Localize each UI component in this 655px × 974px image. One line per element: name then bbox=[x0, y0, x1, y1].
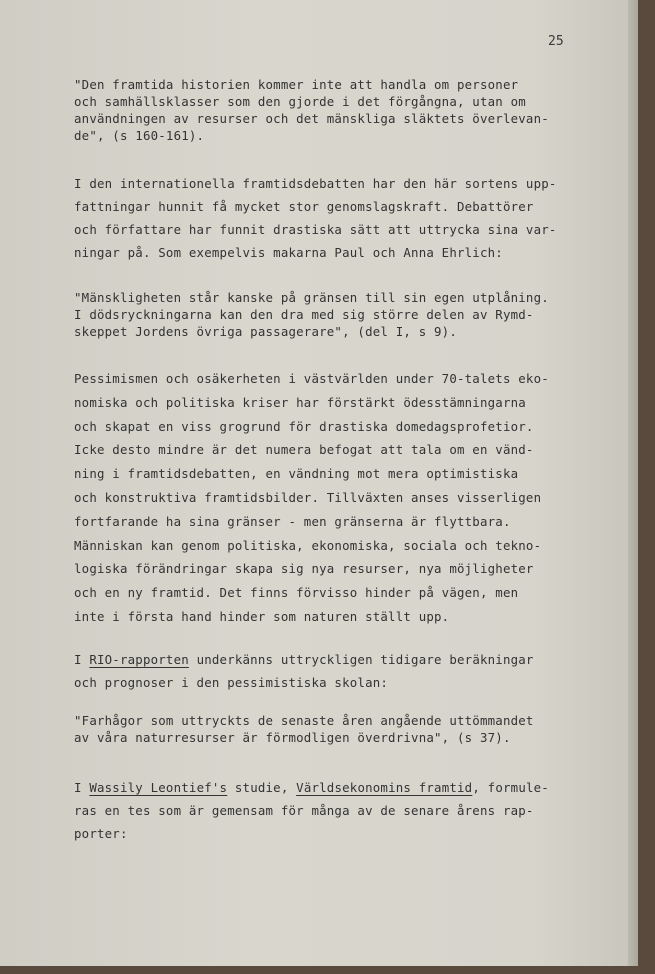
paragraph-2-line: och skapat en viss grogrund för drastiska domedagsprofetior. bbox=[74, 418, 534, 434]
page-number: 25 bbox=[548, 34, 564, 49]
paragraph-1-line: och författare har funnit drastiska sätt att uttrycka sina var- bbox=[74, 222, 557, 237]
paragraph-1-line: fattningar hunnit få mycket stor genomslagskraft. Debattörer bbox=[74, 199, 534, 214]
paragraph-2-line: logiska förändringar skapa sig nya resurser, nya möjligheter bbox=[74, 561, 534, 577]
paragraph-2 bbox=[74, 367, 574, 629]
paragraph-4-line bbox=[74, 776, 574, 799]
quote-3-line: av våra naturresurser är förmodligen överdrivna", (s 37). bbox=[74, 730, 511, 745]
paragraph-4-line: porter: bbox=[74, 826, 128, 841]
paragraph-3-line: och prognoser i den pessimistiska skolan: bbox=[74, 675, 389, 690]
paragraph-2-line: och konstruktiva framtidsbilder. Tillväxten anses visserligen bbox=[74, 489, 542, 505]
paragraph-2-line: Pessimismen och osäkerheten i västvärlden under 70-talets eko- bbox=[74, 371, 549, 386]
quote-1-line: "Den framtida historien kommer inte att handla om personer bbox=[74, 77, 519, 92]
paragraph-2-line: och en ny framtid. Det finns förvisso hinder på vägen, men bbox=[74, 585, 519, 601]
paragraph-2-line: Människan kan genom politiska, ekonomiska, sociala och tekno- bbox=[74, 537, 542, 553]
book-title-reference: Världsekonomins framtid bbox=[296, 780, 473, 795]
paragraph-1-line: ningar på. Som exempelvis makarna Paul och Anna Ehrlich: bbox=[74, 245, 503, 260]
author-reference: Wassily Leontief's bbox=[89, 780, 228, 795]
paragraph-2-line: Icke desto mindre är det numera befogat att tala om en vänd- bbox=[74, 442, 534, 458]
paragraph-4 bbox=[74, 776, 574, 845]
quote-2-line: I dödsryckningarna kan den dra med sig större delen av Rymd- bbox=[74, 307, 534, 322]
quote-3 bbox=[74, 712, 574, 746]
quote-2-line: "Mänskligheten står kanske på gränsen till sin egen utplåning. bbox=[74, 290, 549, 305]
paragraph-3-prefix: I bbox=[74, 652, 90, 667]
paragraph-4-line: ras en tes som är gemensam för många av de senare årens rap- bbox=[74, 803, 534, 818]
paragraph-1 bbox=[74, 172, 574, 264]
paragraph-2-line: nomiska och politiska kriser har förstärkt ödesstämningarna bbox=[74, 394, 526, 410]
paragraph-1-line: I den internationella framtidsdebatten har den här sortens upp- bbox=[74, 176, 557, 191]
paragraph-4-mid: studie, bbox=[227, 780, 297, 795]
quote-1-line: de", (s 160-161). bbox=[74, 128, 205, 143]
page-edge bbox=[628, 0, 638, 966]
quote-1-line: och samhällsklasser som den gjorde i det förgångna, utan om bbox=[74, 94, 526, 109]
paragraph-2-line: ning i framtidsdebatten, en vändning mot mera optimistiska bbox=[74, 466, 519, 482]
rio-report-reference: RIO-rapporten bbox=[89, 652, 189, 667]
paragraph-3-suffix: underkänns uttryckligen tidigare beräkningar bbox=[188, 652, 534, 667]
paragraph-2-line: inte i första hand hinder som naturen ställt upp. bbox=[74, 608, 450, 624]
quote-2 bbox=[74, 289, 574, 340]
paragraph-3 bbox=[74, 648, 574, 694]
quote-2-line: skeppet Jordens övriga passagerare", (del I, s 9). bbox=[74, 324, 457, 339]
quote-3-line: "Farhågor som uttryckts de senaste åren angående uttömmandet bbox=[74, 713, 534, 728]
quote-1-line: användningen av resurser och det mänskliga släktets överlevan- bbox=[74, 111, 549, 126]
paragraph-4-suffix: , formule- bbox=[472, 780, 549, 795]
quote-1 bbox=[74, 76, 574, 144]
paragraph-3-line bbox=[74, 648, 574, 671]
paragraph-2-line: fortfarande ha sina gränser - men gränserna är flyttbara. bbox=[74, 513, 511, 529]
paragraph-4-prefix: I bbox=[74, 780, 90, 795]
